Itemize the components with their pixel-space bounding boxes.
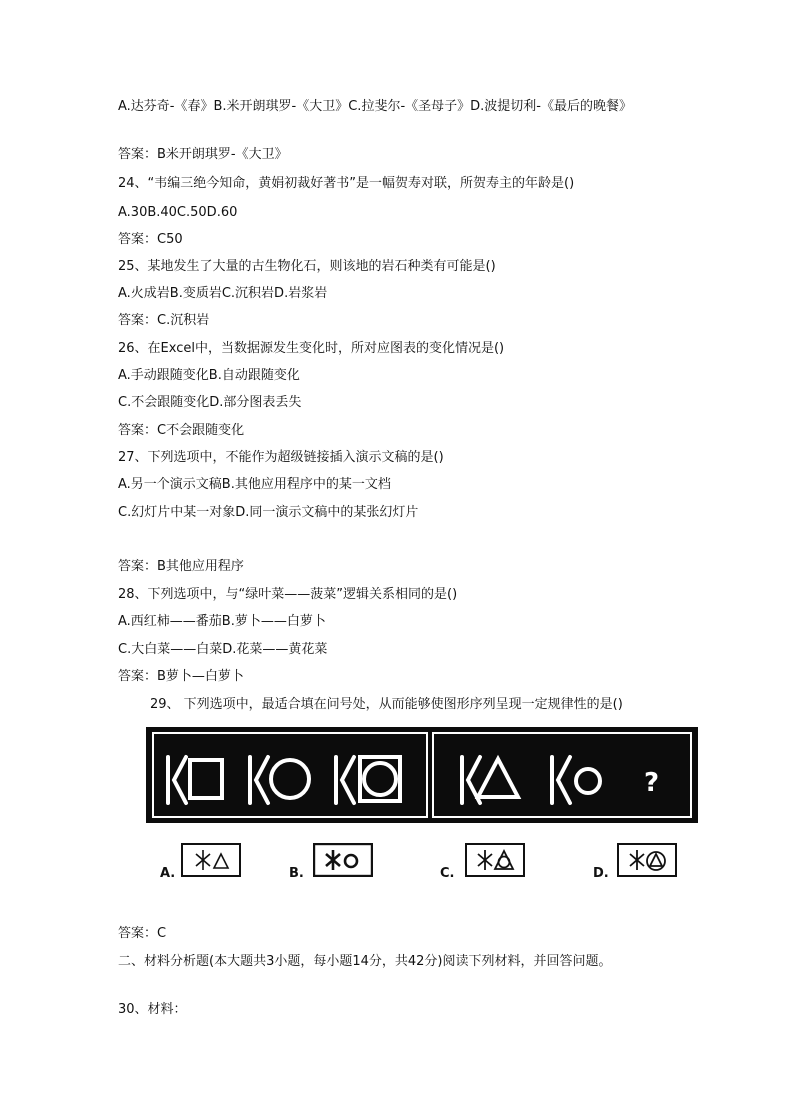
q24-options: A.30B.40C.50D.60 — [118, 205, 238, 220]
q28-options-1: A.西红柿——番茄B.萝卜——白萝卜 — [118, 614, 326, 629]
question-mark: ? — [644, 768, 660, 798]
option-d-label: D. — [593, 866, 609, 881]
q26-options-2: C.不会跟随变化D.部分图表丢失 — [118, 395, 302, 410]
q27-options-1: A.另一个演示文稿B.其他应用程序中的某一文档 — [118, 477, 391, 492]
q30-material: 30、材料： — [118, 1002, 187, 1017]
q29-question: 29、 下列选项中，最适合填在问号处，从而能够使图形序列呈现一定规律性的是() — [150, 697, 623, 712]
q26-answer: 答案：C不会跟随变化 — [118, 423, 245, 438]
option-a-figure — [181, 843, 241, 877]
option-b-label: B. — [289, 866, 304, 881]
panel-background — [146, 727, 698, 823]
q29-answer: 答案：C — [118, 926, 167, 941]
option-a-label: A. — [160, 866, 176, 881]
option-c-label: C. — [440, 866, 455, 881]
q28-options-2: C.大白菜——白菜D.花菜——黄花菜 — [118, 642, 328, 657]
q27-answer: 答案：B其他应用程序 — [118, 559, 244, 574]
q23-options: A.达芬奇-《春》B.米开朗琪罗-《大卫》C.拉斐尔-《圣母子》D.波提切利-《最后的晚餐》 — [118, 99, 632, 114]
q25-answer: 答案：C.沉积岩 — [118, 313, 210, 328]
q24-question: 24、“韦编三绝今知命，黄娟初裁好著书”是一幅贺寿对联，所贺寿主的年龄是() — [118, 176, 575, 191]
q27-options-2: C.幻灯片中某一对象D.同一演示文稿中的某张幻灯片 — [118, 505, 419, 520]
q23-answer: 答案：B米开朗琪罗-《大卫》 — [118, 147, 288, 162]
q25-question: 25、某地发生了大量的古生物化石，则该地的岩石种类有可能是() — [118, 259, 496, 274]
option-b-figure — [313, 843, 373, 877]
q28-answer: 答案：B萝卜—白萝卜 — [118, 669, 244, 684]
section-2-heading: 二、材料分析题(本大题共3小题，每小题14分，共42分)阅读下列材料，并回答问题。 — [118, 954, 612, 969]
q24-answer: 答案：C50 — [118, 232, 183, 247]
q25-options: A.火成岩B.变质岩C.沉积岩D.岩浆岩 — [118, 286, 328, 301]
figure-sequence-panel — [146, 727, 698, 823]
option-c-figure — [465, 843, 525, 877]
q28-question: 28、下列选项中，与“绿叶菜——菠菜”逻辑关系相同的是() — [118, 587, 458, 602]
q26-options-1: A.手动跟随变化B.自动跟随变化 — [118, 368, 300, 383]
q27-question: 27、下列选项中，不能作为超级链接插入演示文稿的是() — [118, 450, 444, 465]
option-d-figure — [617, 843, 677, 877]
q26-question: 26、在Excel中，当数据源发生变化时，所对应图表的变化情况是() — [118, 341, 505, 356]
